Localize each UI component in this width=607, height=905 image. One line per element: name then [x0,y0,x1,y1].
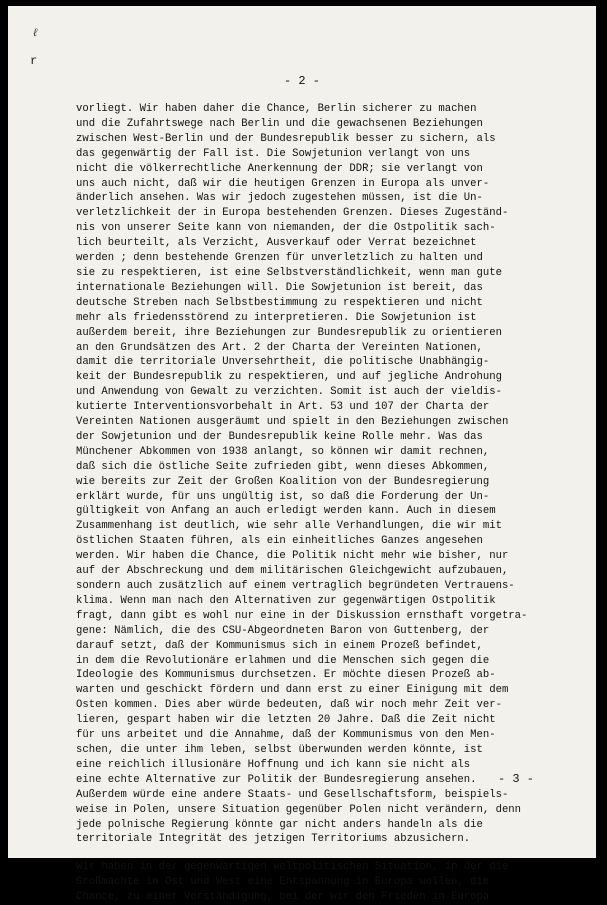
text-line: auf der Abschreckung und dem militärischen Gleichgewicht aufzubauen, [76,565,509,578]
next-page-marker: - 3 - [497,772,534,786]
text-line: vorliegt. Wir haben daher die Chance, Berlin sicherer zu machen [76,103,477,115]
text-line: das gegenwärtig der Fall ist. Die Sowjetunion verlangt von uns [76,147,471,160]
text-line: warten und geschickt fördern und dann erst zu einer Einigung mit dem [76,684,509,697]
text-line: werden. Wir haben die Chance, die Politik nicht mehr wie bisher, nur [76,550,509,563]
text-line: internationale Beziehungen will. Die Sowjetunion ist bereit, das [76,281,483,294]
text-line: deutsche Streben nach Selbstbestimmung zu respektieren und nicht [76,296,483,309]
text-line: mehr als friedensstörend zu interpretieren. Die Sowjetunion ist [76,311,477,324]
text-line: Münchener Abkommen von 1938 anlangt, so können wir damit rechnen, [76,445,490,458]
text-line: und die Zufahrtswege nach Berlin und die gewachsenen Beziehungen [76,117,483,130]
text-line: Vereinten Nationen ausgeräumt und spielt in den Beziehungen zwischen [76,416,509,429]
text-line: lieren, gespart haben wir die letzten 20 Jahre. Daß die Zeit nicht [76,714,496,727]
text-line: schen, die unter ihm leben, selbst überwunden werden könnte, ist [76,743,483,756]
text-line: werden ; denn bestehende Grenzen für unverletzlich zu halten und [76,252,483,265]
text-line: kutierte Interventionsvorbehalt in Art. 53 und 107 der Charta der [76,401,490,414]
text-line: zwischen West-Berlin und der Bundesrepublik besser zu sichern, als [76,132,496,145]
text-line: weise in Polen, unsere Situation gegenüber Polen nicht verändern, denn [76,803,522,816]
text-line: wie bereits zur Zeit der Großen Koalition von der Bundesregierung [76,475,490,488]
text-line: erklärt wurde, für uns ungültig ist, so daß die Forderung der Un- [76,490,490,503]
text-line: östlichen Staaten führen, als ein einheitliches Ganzes angesehen [76,535,483,548]
paragraph [76,102,560,847]
paragraph [76,860,560,905]
text-line: keit der Bundesrepublik zu respektieren, und auf jegliche Androhung [76,371,502,384]
handwritten-corner-mark: ℓ [32,28,39,40]
text-line: nicht die völkerrechtliche Anerkennung der DDR; sie verlangt von [76,162,483,175]
text-line: territoriale Integrität des jetzigen Territoriums abzusichern. [76,833,471,846]
text-line: sondern auch zusätzlich auf einem vertraglich begründeten Vertrauens- [76,580,515,592]
text-line: darauf setzt, daß der Kommunismus sich in einem Prozeß befindet, [76,639,483,652]
text-line: eine echte Alternative zur Politik der Bundesregierung ansehen. [76,773,477,786]
text-line: uns auch nicht, daß wir die heutigen Grenzen in Europa als unver- [76,177,490,190]
text-line: daß sich die östliche Seite zufrieden gibt, wenn dieses Abkommen, [76,460,490,473]
text-line: und Anwendung von Gewalt zu verzichten. Somit ist auch der vieldis- [76,386,502,399]
text-line: klima. Wenn man nach den Alternativen zur gegenwärtigen Ostpolitik [76,594,496,607]
text-line: Chance, zu einer Verständigung, bei der wir den Frieden in Europa [76,891,490,904]
text-line: verletzlichkeit der in Europa bestehenden Grenzen. Dieses Zugeständ- [76,207,509,220]
text-line: jede polnische Regierung könnte gar nicht anders handeln als die [76,818,483,831]
text-line: gene: Nämlich, die des CSU-Abgeordneten Baron von Guttenberg, der [76,624,490,637]
text-line: in dem die Revolutionäre erlahmen und die Menschen sich gegen die [76,654,490,667]
document-page [8,6,596,904]
text-line: änderlich ansehen. Was wir jedoch zugestehen müssen, ist die Un- [76,192,483,205]
text-line: eine reichlich illusionäre Hoffnung und ich kann sie nicht als [76,758,471,771]
text-line: Osten kommen. Dies aber würde bedeuten, daß wir noch mehr Zeit ver- [76,699,502,712]
text-line: Zusammenhang ist deutlich, wie sehr alle Verhandlungen, die wir mit [76,520,502,533]
text-line: nis von unserer Seite kann von niemanden, der die Ostpolitik sach- [76,222,496,235]
text-line: fragt, dann gibt es wohl nur eine in der Diskussion ernsthaft vorgetra- [76,609,528,622]
text-line: gültigkeit von Anfang an auch erledigt werden kann. Auch in diesem [76,505,496,518]
text-line: Ideologie des Kommunismus durchsetzen. Er möchte diesen Prozeß ab- [76,669,496,682]
text-line: Großmächte in Ost und West eine Entspannung in Europa wollen, die [76,876,490,889]
text-line: der Sowjetunion und der Bundesrepublik keine Rolle mehr. Was das [76,430,483,443]
text-line: außerdem bereit, ihre Beziehungen zur Bundesrepublik zu orientieren [76,326,502,339]
text-line: lich beurteilt, als Verzicht, Ausverkauf oder Verrat bezeichnet [76,237,477,250]
text-line: für uns arbeitet und die Annahme, daß der Kommunismus von den Men- [76,729,496,742]
body-text [76,102,560,905]
corner-tick-mark: r [30,54,38,68]
text-line: an den Grundsätzen des Art. 2 der Charta der Vereinten Nationen, [76,341,483,354]
text-line: sie zu respektieren, ist eine Selbstverständlichkeit, wenn man gute [76,266,502,279]
page-number: - 2 - [283,74,320,88]
text-line: Wir haben in der gegenwärtigen weltpolitischen Situation, in der die [76,861,509,874]
text-line: Außerdem würde eine andere Staats- und Gesellschaftsform, beispiels- [76,788,509,801]
text-line: damit die territoriale Unversehrtheit, die politische Unabhängig- [76,356,490,369]
